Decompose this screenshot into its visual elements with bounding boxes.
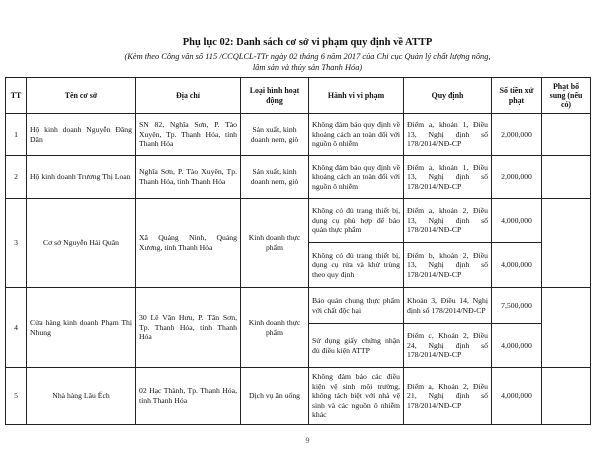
- subtitle-line-1: (Kèm theo Công văn số 115 /CCQLCL-TTr ngày 02 tháng 6 năm 2017 của Chi cục Quản lý chất lượng nông,: [124, 52, 491, 61]
- page-title: Phụ lục 02: Danh sách cơ sở vi phạm quy định về ATTP: [182, 37, 433, 48]
- cell-type: Kinh doanh thực phẩm: [241, 288, 309, 368]
- cell-type: Kinh doanh thực phẩm: [241, 199, 309, 288]
- page-number: 9: [305, 436, 310, 445]
- cell-regulation: Điểm c, Khoản 2, Điều 24, Nghị định số 178/2014/NĐ-CP: [404, 324, 492, 368]
- cell-violation: Không đảm bảo quy định về khoảng cách an toàn đối với nguồn ô nhiễm: [309, 156, 404, 199]
- cell-extra: [542, 199, 591, 288]
- violations-table: [5, 77, 591, 425]
- cell-tt: 1: [6, 114, 27, 156]
- header-address: Địa chỉ: [136, 78, 241, 114]
- header-name: Tên cơ sở: [27, 78, 136, 114]
- cell-regulation: Điểm b, khoản 2, Điều 13, Nghị định số 178/2014/NĐ-CP: [404, 243, 492, 288]
- cell-extra: [542, 368, 591, 425]
- table-row: [6, 199, 591, 243]
- cell-fine: 7,500,000: [492, 288, 542, 324]
- cell-regulation: Điểm a, khoản 1, Điều 13, Nghị định số 178/2014/NĐ-CP: [404, 156, 492, 199]
- cell-name: Nhà hàng Lâu Ếch: [27, 368, 136, 425]
- cell-tt: 2: [6, 156, 27, 199]
- header-violation: Hành vi vi phạm: [309, 78, 404, 114]
- table-row: [6, 156, 591, 199]
- cell-name: Hộ kinh doanh Nguyễn Đăng Dân: [27, 114, 136, 156]
- table-row: [6, 114, 591, 156]
- cell-violation: Sử dụng giấy chứng nhận đủ điều kiện ATTP: [309, 324, 404, 368]
- cell-regulation: Điểm a, Khoản 2, Điều 21, Nghị định số 178/2014/NĐ-CP: [404, 368, 492, 425]
- cell-fine: 4,000,000: [492, 324, 542, 368]
- header-tt: TT: [6, 78, 27, 114]
- cell-violation: Không có đủ trang thiết bị, dụng cụ rửa và khử trùng theo quy định: [309, 243, 404, 288]
- header-type: Loại hình hoạt động: [241, 78, 309, 114]
- cell-fine: 4,000,000: [492, 199, 542, 243]
- cell-extra: [542, 156, 591, 199]
- cell-fine: 2,000,000: [492, 156, 542, 199]
- cell-tt: 5: [6, 368, 27, 425]
- cell-violation: Không đảm bảo quy định về khoảng cách an toàn đối với nguồn ô nhiễm: [309, 114, 404, 156]
- cell-name: Cửa hàng kinh doanh Phạm Thị Nhung: [27, 288, 136, 368]
- cell-name: Hộ kinh doanh Trương Thị Loan: [27, 156, 136, 199]
- cell-address: Xã Quảng Ninh, Quảng Xương, tỉnh Thanh Hóa: [136, 199, 241, 288]
- cell-address: Nghĩa Sơn, P. Tào Xuyên, Tp. Thanh Hóa, tỉnh Thanh Hóa: [136, 156, 241, 199]
- table-header-row: [6, 78, 591, 114]
- cell-type: Sản xuất, kinh doanh nem, giò: [241, 156, 309, 199]
- cell-address: 30 Lê Văn Hưu, P. Tân Sơn, Tp. Thanh Hóa, tỉnh Thanh Hóa: [136, 288, 241, 368]
- cell-regulation: Khoản 3, Điều 14, Nghị định số 178/2014/NĐ-CP: [404, 288, 492, 324]
- cell-violation: Không có đủ trang thiết bị, dụng cụ phù hợp để bảo quản thực phẩm: [309, 199, 404, 243]
- cell-name: Cơ sở Nguyễn Hải Quân: [27, 199, 136, 288]
- cell-regulation: Điểm a, khoản 1, Điều 13, Nghị định số 178/2014/NĐ-CP: [404, 114, 492, 156]
- cell-violation: Không đảm bảo các điều kiện vệ sinh môi trường, không tách biệt với nhà vệ sinh và các nguồn ô nhiễm khác: [309, 368, 404, 425]
- cell-violation: Bảo quản chung thực phẩm với chất độc hại: [309, 288, 404, 324]
- cell-regulation: Điểm a, khoản 2, Điều 13, Nghị định số 178/2014/NĐ-CP: [404, 199, 492, 243]
- cell-tt: 4: [6, 288, 27, 368]
- cell-address: SN 82, Nghĩa Sơn, P. Tào Xuyên, Tp. Thanh Hóa, tỉnh Thanh Hóa: [136, 114, 241, 156]
- subtitle-line-2: lâm sản và thủy sản Thanh Hóa): [252, 63, 363, 72]
- table-row: [6, 368, 591, 425]
- cell-fine: 2,000,000: [492, 114, 542, 156]
- cell-tt: 3: [6, 199, 27, 288]
- cell-type: Sản xuất, kinh doanh nem, giò: [241, 114, 309, 156]
- cell-extra: [542, 114, 591, 156]
- cell-fine: 4,000,000: [492, 243, 542, 288]
- cell-type: Dịch vụ ăn uống: [241, 368, 309, 425]
- header-regulation: Quy định: [404, 78, 492, 114]
- cell-extra: [542, 288, 591, 368]
- cell-fine: 4,000,000: [492, 368, 542, 425]
- header-extra: Phạt bổ sung (nếu có): [542, 78, 591, 114]
- header-fine: Số tiền xử phạt: [492, 78, 542, 114]
- table-row: [6, 288, 591, 324]
- cell-address: 02 Hạc Thành, Tp. Thanh Hóa, tỉnh Thanh Hóa: [136, 368, 241, 425]
